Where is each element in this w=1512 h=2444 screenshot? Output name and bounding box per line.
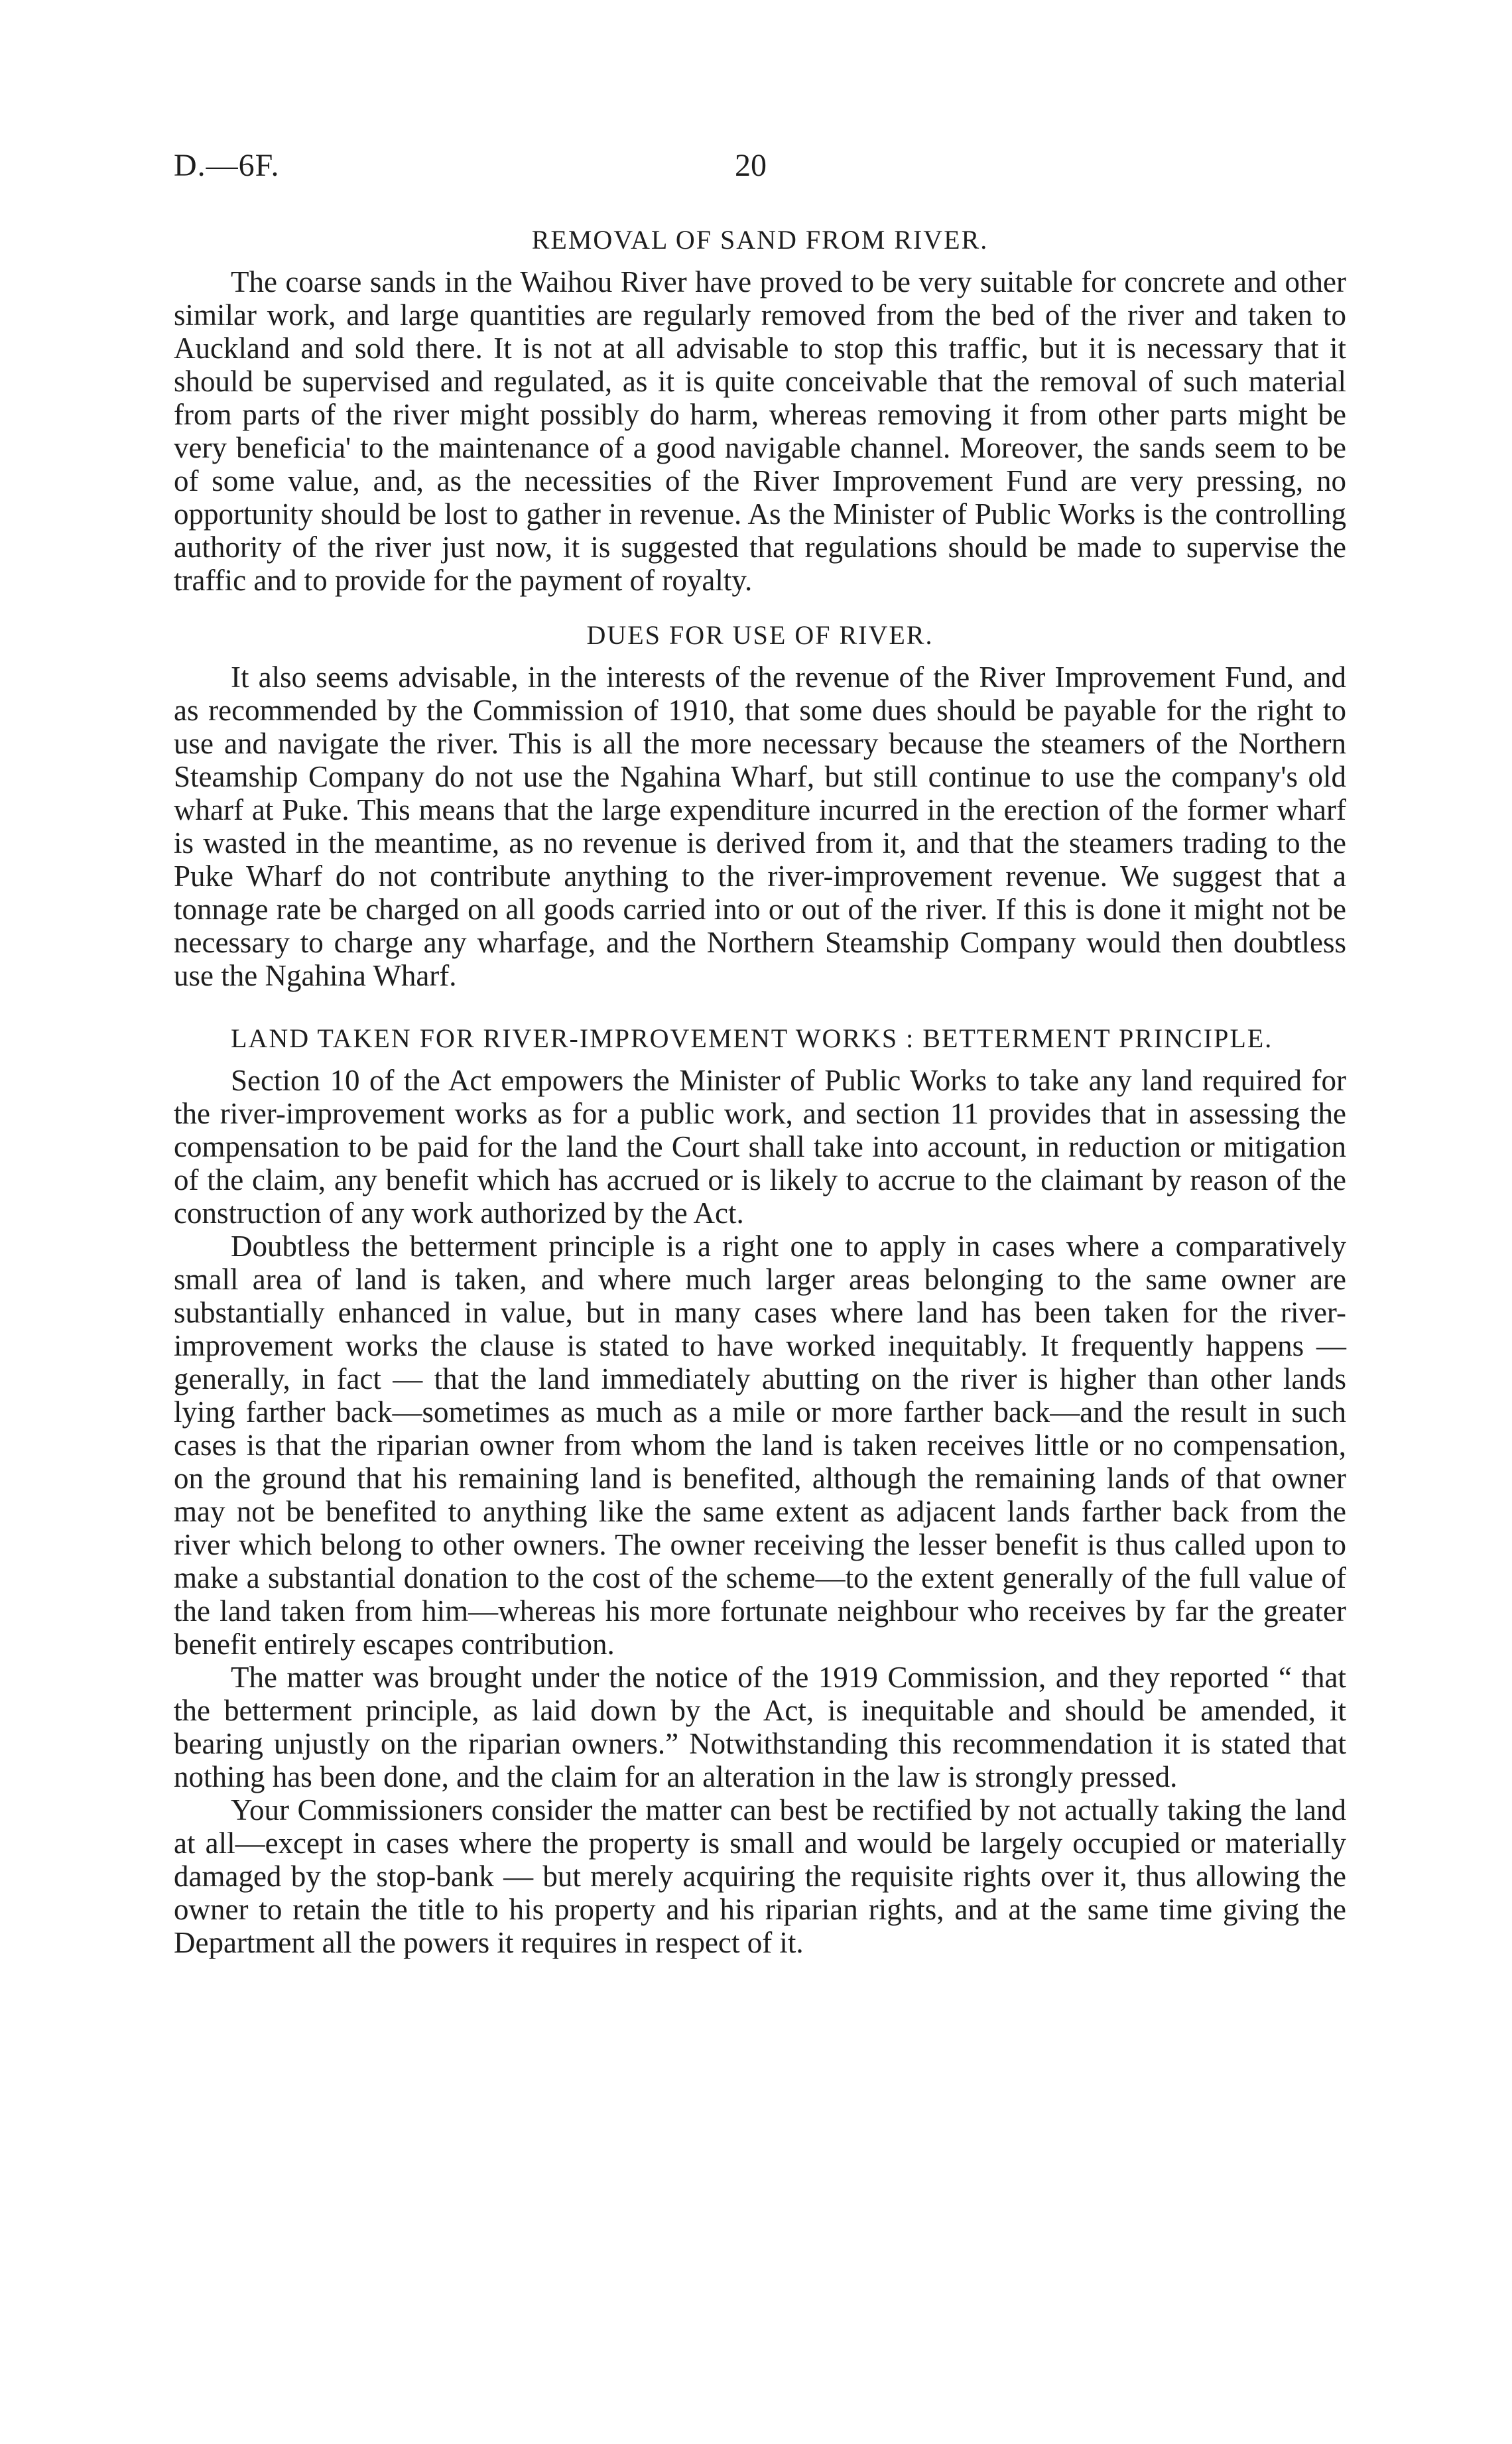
paragraph: Section 10 of the Act empowers the Minister of Public Works to take any land required for the river-improvement works as for a public work, and section 11 provides that in assessing the compensation to be paid for the land the Court shall take into account, in reduction or mitigation of the claim, any benefit which has accrued or is likely to accrue to the claimant by reason of the construction of any work authorized by the Act.	[174, 1064, 1346, 1230]
page-reference: D.—6F.	[174, 148, 280, 183]
section-heading-land-taken: LAND TAKEN FOR RIVER-IMPROVEMENT WORKS : BETTERMENT PRINCIPLE.	[231, 1023, 1273, 1053]
section-heading-removal-of-sand: REMOVAL OF SAND FROM RIVER.	[531, 225, 989, 255]
paragraph: Your Commissioners consider the matter can best be rectified by not actually taking the land at all—except in cases where the property is small and would be largely occupied or materially damaged by the stop-bank — but merely acquiring the requisite rights over it, thus allowing the owner to retain the title to his property and his riparian rights, and at the same time giving the Department all the powers it requires in respect of it.	[174, 1793, 1346, 1959]
page-number: 20	[735, 148, 767, 183]
paragraph: It also seems advisable, in the interests of the revenue of the River Improvement Fund, and as recommended by the Commission of 1910, that some dues should be payable for the right to use and navigate the river. This is all the more necessary because the steamers of the Northern Steamship Company do not use the Ngahina Wharf, but still continue to use the company's old wharf at Puke. This means that the large expenditure incurred in the erection of the former wharf is wasted in the meantime, as no revenue is derived from it, and that the steamers trading to the Puke Wharf do not contribute anything to the river-improvement revenue. We suggest that a tonnage rate be charged on all goods carried into or out of the river. If this is done it might not be necessary to charge any wharfage, and the Northern Steamship Company would then doubtless use the Ngahina Wharf.	[174, 661, 1346, 992]
paragraph: Doubtless the betterment principle is a right one to apply in cases where a comparatively small area of land is taken, and where much larger areas belonging to the same owner are substantially enhanced in value, but in many cases where land has been taken for the river-improvement works the clause is stated to have worked inequitably. It frequently happens — generally, in fact — that the land immediately abutting on the river is higher than other lands lying farther back—sometimes as much as a mile or more farther back—and the result in such cases is that the riparian owner from whom the land is taken receives little or no compensation, on the ground that his remaining land is benefited, although the remaining lands of that owner may not be benefited to anything like the same extent as adjacent lands farther back from the river which belong to other owners. The owner receiving the lesser benefit is thus called upon to make a substantial donation to the cost of the scheme—to the extent generally of the full value of the land taken from him—whereas his more fortunate neighbour who receives by far the greater benefit entirely escapes contribution.	[174, 1230, 1346, 1661]
document-body	[174, 223, 1346, 1959]
paragraph: The coarse sands in the Waihou River have proved to be very suitable for concrete and other similar work, and large quantities are regularly removed from the bed of the river and taken to Auckland and sold there. It is not at all advisable to stop this traffic, but it is necessary that it should be supervised and regulated, as it is quite conceivable that the removal of such material from parts of the river might possibly do harm, whereas removing it from other parts might be very beneficia' to the maintenance of a good navigable channel. Moreover, the sands seem to be of some value, and, as the necessities of the River Improvement Fund are very pressing, no opportunity should be lost to gather in revenue. As the Minister of Public Works is the controlling authority of the river just now, it is suggested that regulations should be made to supervise the traffic and to provide for the payment of royalty.	[174, 265, 1346, 597]
section-heading-dues-for-use: DUES FOR USE OF RIVER.	[586, 620, 934, 650]
paragraph: The matter was brought under the notice of the 1919 Commission, and they reported “ that the betterment principle, as laid down by the Act, is inequitable and should be amended, it bearing unjustly on the riparian owners.” Notwithstanding this recommendation it is stated that nothing has been done, and the claim for an alteration in the law is strongly pressed.	[174, 1661, 1346, 1793]
